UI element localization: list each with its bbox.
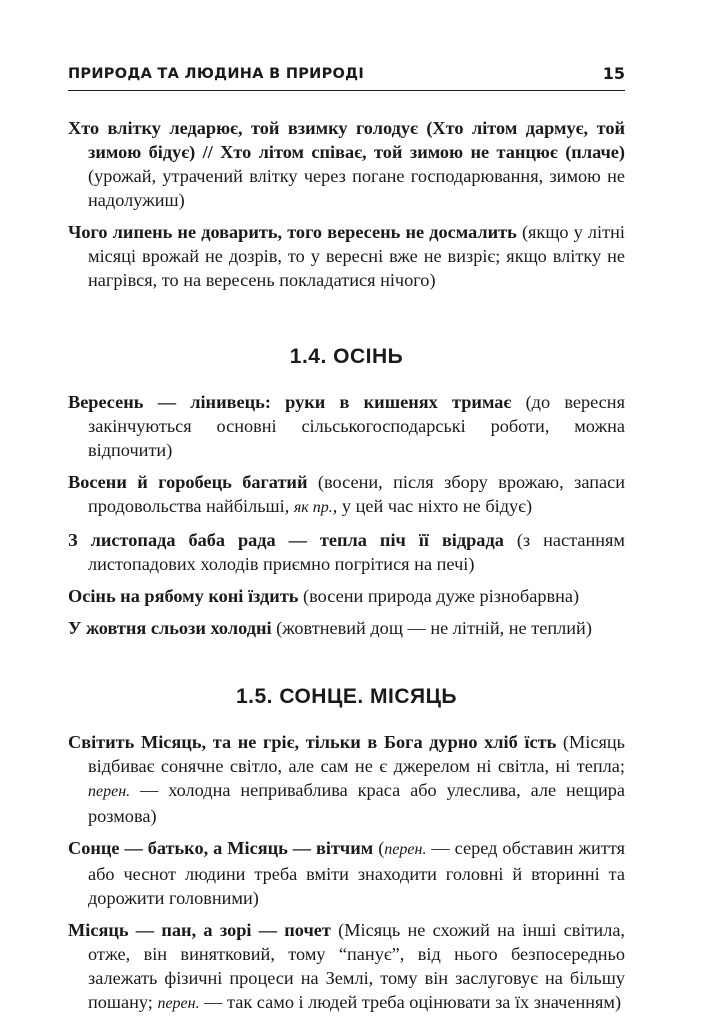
proverb-text: Осінь на рябому коні їздить — [68, 586, 299, 606]
proverb-entry — [68, 220, 625, 292]
proverb-explanation: — холодна неприваблива краса або улеслива, але нещира розмова) — [88, 780, 625, 826]
proverb-explanation: (жовтневий дощ — не літній, не теплий) — [271, 618, 592, 638]
proverb-entry — [68, 470, 625, 520]
proverb-explanation: ( — [373, 838, 385, 858]
usage-label: перен. — [88, 783, 131, 800]
running-header — [68, 64, 625, 91]
proverb-entry — [68, 918, 625, 1016]
proverb-entry — [68, 584, 625, 608]
section-sun-moon-entries — [68, 730, 625, 1016]
page-content — [68, 116, 625, 1024]
section-heading-autumn: 1.4. ОСІНЬ — [289, 345, 404, 368]
proverb-explanation: (якщо у літні місяці врожай не дозрів, то у вересні вже не визріє; якщо влітку не нагрівся, то на вересень покладатися нічого) — [88, 222, 625, 290]
usage-label: як пр. — [293, 499, 333, 516]
proverb-text: Чого липень не доварить, того вересень не досмалить — [68, 222, 517, 242]
intro-entries — [68, 116, 625, 292]
proverb-text: Сонце — батько, а Місяць — вітчим — [68, 838, 374, 858]
proverb-entry — [68, 528, 625, 576]
proverb-explanation: (з настанням листопадових холодів приємно погрітися на печі) — [88, 530, 625, 574]
proverb-text: Світить Місяць, та не гріє, тільки в Бога дурно хліб їсть — [68, 732, 557, 752]
proverb-explanation: (урожай, утрачений влітку через погане господарювання, зимою не надолужиш) — [88, 166, 625, 210]
proverb-text: У жовтня сльози холодні — [68, 618, 272, 638]
proverb-entry — [68, 616, 625, 640]
proverb-text: Вересень — лінивець: руки в кишенях тримає — [68, 392, 512, 412]
proverb-explanation: (Місяць відбиває сонячне світло, але сам не є джерелом ні світла, ні тепла; — [88, 732, 625, 776]
proverb-text: Місяць — пан, а зорі — почет — [68, 920, 331, 940]
proverb-entry — [68, 390, 625, 462]
proverb-explanation: , у цей час ніхто не бідує) — [332, 496, 533, 516]
proverb-explanation: (восени, після збору врожаю, запаси продовольства найбільші, — [88, 472, 625, 516]
usage-label: перен. — [157, 995, 200, 1012]
proverb-entry — [68, 116, 625, 212]
section-autumn-entries — [68, 390, 625, 640]
proverb-entry — [68, 730, 625, 828]
proverb-explanation: (Місяць не схожий на інші світила, отже, він винятковий, тому “панує”, від нього безпосередньо залежать фізичні процеси на Землі, тому він заслуговує на більшу пошану; — [88, 920, 626, 1012]
proverb-text: З листопада баба рада — тепла піч її відрада — [68, 530, 504, 550]
proverb-entry — [68, 836, 625, 910]
running-header-title: ПРИРОДА ТА ЛЮДИНА В ПРИРОДІ — [68, 66, 365, 82]
proverb-text: Восени й горобець багатий — [68, 472, 308, 492]
proverb-explanation: — серед обставин життя або чеснот людини треба вміти знаходити головні й вторинні та дорожити головними) — [88, 838, 625, 908]
proverb-explanation: (восени природа дуже різнобарвна) — [298, 586, 580, 606]
proverb-explanation: — так само і людей треба оцінювати за їх значенням) — [199, 992, 622, 1012]
proverb-text: Хто влітку ледарює, той взимку голодує (Хто літом дармує, той зимою бідує) // Хто літом співає, той зимою не танцює (плаче) — [68, 118, 625, 162]
section-heading-sun-moon: 1.5. СОНЦЕ. МІСЯЦЬ — [235, 685, 458, 708]
page-number: 15 — [602, 64, 625, 83]
proverb-explanation: (до вересня закінчуються основні сільськогосподарські роботи, можна відпочити) — [88, 392, 625, 460]
usage-label: перен. — [384, 841, 427, 858]
